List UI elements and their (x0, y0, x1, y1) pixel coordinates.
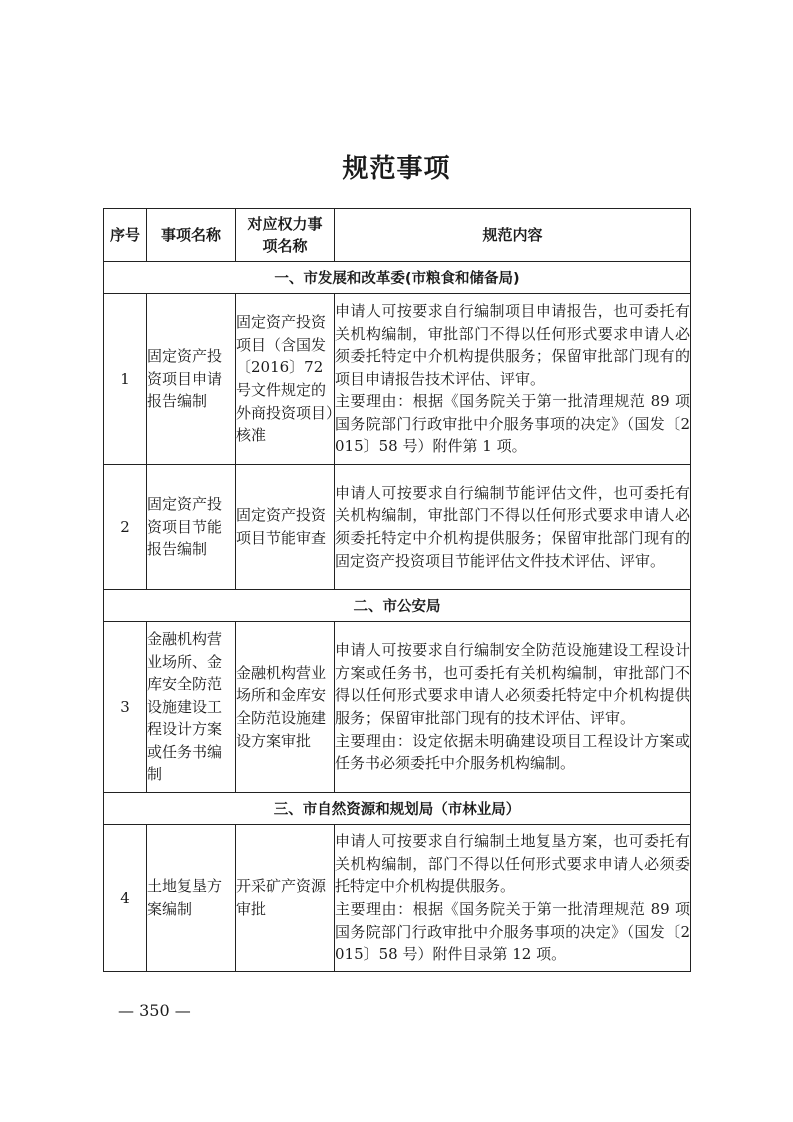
section-title: 三、市自然资源和规划局（市林业局） (104, 793, 691, 825)
section-row (104, 262, 691, 294)
content-paragraph: 申请人可按要求自行编制项目申请报告，也可委托有关机构编制，审批部门不得以任何形式要求申请人必须委托特定中介机构提供服务；保留审批部门现有的项目申请报告技术评估、评审。 (335, 301, 690, 388)
row-content (335, 825, 691, 972)
row-item-name: 金融机构营业场所、金库安全防范设施建设工程设计方案或任务书编制 (147, 622, 236, 793)
table-row (104, 294, 691, 465)
header-power: 对应权力事项名称 (236, 209, 335, 262)
row-power-name: 固定资产投资项目节能审查 (236, 465, 335, 590)
content-reason: 主要理由：根据《国务院关于第一批清理规范 89 项国务院部门行政审批中介服务事项的决定》（国发〔2015〕58 号）附件目录第 12 项。 (335, 900, 690, 964)
content-paragraph: 申请人可按要求自行编制节能评估文件，也可委托有关机构编制，审批部门不得以任何形式要求申请人必须委托特定中介机构提供服务；保留审批部门现有的固定资产投资项目节能评估文件技术评估、评审。 (335, 483, 690, 570)
header-seq: 序号 (104, 209, 147, 262)
row-content (335, 622, 691, 793)
section-row (104, 590, 691, 622)
page-title: 规范事项 (342, 154, 451, 184)
row-power-name: 金融机构营业场所和金库安全防范设施建设方案审批 (236, 622, 335, 793)
section-row (104, 793, 691, 825)
row-item-name: 固定资产投资项目节能报告编制 (147, 465, 236, 590)
row-seq: 3 (104, 622, 147, 793)
row-seq: 4 (104, 825, 147, 972)
row-content (335, 465, 691, 590)
row-content (335, 294, 691, 465)
page-number: — 350 — (118, 1001, 191, 1020)
table-row (104, 622, 691, 793)
row-seq: 2 (104, 465, 147, 590)
section-title: 一、市发展和改革委(市粮食和储备局) (104, 262, 691, 294)
table-row (104, 465, 691, 590)
regulation-table (103, 208, 691, 972)
row-item-name: 固定资产投资项目申请报告编制 (147, 294, 236, 465)
table-row (104, 825, 691, 972)
row-item-name: 土地复垦方案编制 (147, 825, 236, 972)
content-paragraph: 申请人可按要求自行编制土地复垦方案，也可委托有关机构编制，部门不得以任何形式要求申请人必须委托特定中介机构提供服务。 (335, 832, 690, 896)
row-power-name: 开采矿产资源审批 (236, 825, 335, 972)
content-reason: 主要理由：根据《国务院关于第一批清理规范 89 项国务院部门行政审批中介服务事项的决定》（国发〔2015〕58 号）附件第 1 项。 (335, 392, 690, 456)
header-content: 规范内容 (335, 209, 691, 262)
content-reason: 主要理由：设定依据未明确建设项目工程设计方案或任务书必须委托中介服务机构编制。 (335, 731, 690, 773)
header-name: 事项名称 (147, 209, 236, 262)
row-power-name: 固定资产投资项目（含国发〔2016〕72 号文件规定的外商投资项目）核准 (236, 294, 335, 465)
table-header-row (104, 209, 691, 262)
section-title: 二、市公安局 (104, 590, 691, 622)
row-seq: 1 (104, 294, 147, 465)
content-paragraph: 申请人可按要求自行编制安全防范设施建设工程设计方案或任务书，也可委托有关机构编制，审批部门不得以任何形式要求申请人必须委托特定中介机构提供服务；保留审批部门现有的技术评估、评审。 (335, 641, 690, 727)
